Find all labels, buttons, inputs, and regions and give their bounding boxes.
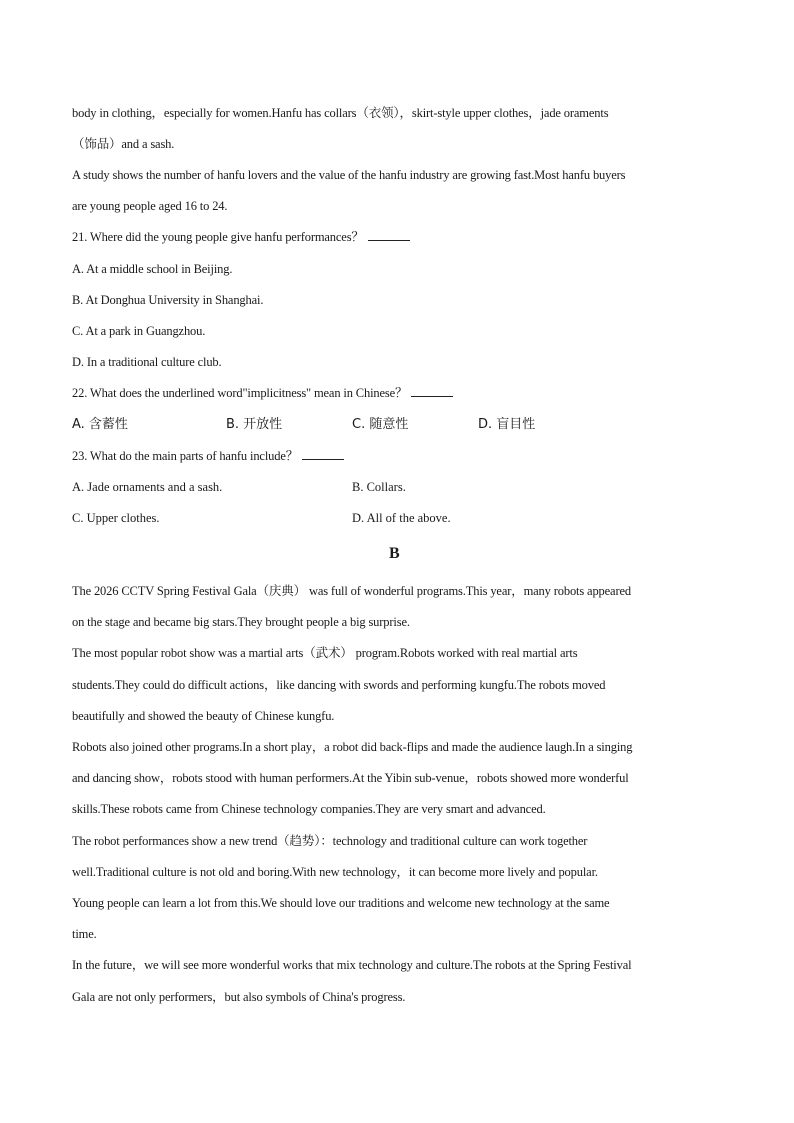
passage-b-line: beautifully and showed the beauty of Chinese kungfu. bbox=[72, 709, 335, 723]
options-23-row2 bbox=[72, 510, 722, 528]
passage-b-line: The robot performances show a new trend（趋势）：technology and traditional culture can work together bbox=[72, 834, 588, 848]
passage-b-line: Young people can learn a lot from this.We should love our traditions and welcome new technology at the same bbox=[72, 896, 610, 910]
option-21-d: D. In a traditional culture club. bbox=[72, 355, 222, 369]
option-21-c: C. At a park in Guangzhou. bbox=[72, 324, 206, 338]
passage-line: （饰品）and a sash. bbox=[72, 137, 175, 151]
answer-blank bbox=[411, 385, 453, 397]
section-heading: B bbox=[389, 545, 400, 562]
passage-b-line: Robots also joined other programs.In a short play，a robot did back-flips and made the audience laugh.In a singing bbox=[72, 740, 633, 754]
option-23-b: B. Collars. bbox=[352, 480, 406, 494]
answer-blank bbox=[368, 229, 410, 241]
options-22 bbox=[72, 417, 722, 435]
option-23-a: A. Jade ornaments and a sash. bbox=[72, 480, 223, 494]
passage-b-line: Gala are not only performers，but also symbols of China's progress. bbox=[72, 990, 406, 1004]
question-stem: 22. What does the underlined word"implicitness" mean in Chinese？ bbox=[72, 386, 408, 400]
passage-b-line: skills.These robots came from Chinese technology companies.They are very smart and advanced. bbox=[72, 802, 546, 816]
passage-b-line: The most popular robot show was a martial arts（武术） program.Robots worked with real martial arts bbox=[72, 646, 578, 660]
passage-b-line: on the stage and became big stars.They brought people a big surprise. bbox=[72, 615, 410, 629]
option-21-a: A. At a middle school in Beijing. bbox=[72, 262, 233, 276]
passage-b-line: time. bbox=[72, 927, 97, 941]
answer-blank bbox=[302, 448, 344, 460]
options-23-row1 bbox=[72, 479, 722, 497]
passage-b-line: and dancing show，robots stood with human performers.At the Yibin sub-venue，robots showed more wonderful bbox=[72, 771, 629, 785]
passage-line: A study shows the number of hanfu lovers and the value of the hanfu industry are growing fast.Most hanfu buyers bbox=[72, 168, 626, 182]
option-23-c: C. Upper clothes. bbox=[72, 511, 160, 525]
option-22-d: D. 盲目性 bbox=[478, 417, 536, 432]
option-21-b: B. At Donghua University in Shanghai. bbox=[72, 293, 264, 307]
question-stem: 23. What do the main parts of hanfu include？ bbox=[72, 449, 299, 463]
option-22-a: A. 含蓄性 bbox=[72, 417, 128, 432]
option-22-b: B. 开放性 bbox=[226, 417, 283, 432]
passage-b-line: The 2026 CCTV Spring Festival Gala（庆典） was full of wonderful programs.This year，many robots appeared bbox=[72, 584, 631, 598]
passage-line: body in clothing，especially for women.Hanfu has collars（衣领），skirt-style upper clothes，jade oraments bbox=[72, 106, 609, 120]
question-stem: 21. Where did the young people give hanfu performances？ bbox=[72, 230, 364, 244]
passage-b-line: In the future，we will see more wonderful works that mix technology and culture.The robots at the Spring Festival bbox=[72, 958, 632, 972]
question-23 bbox=[72, 448, 344, 464]
question-21 bbox=[72, 229, 410, 245]
passage-b-line: well.Traditional culture is not old and boring.With new technology，it can become more lively and popular. bbox=[72, 865, 598, 879]
option-22-c: C. 随意性 bbox=[352, 417, 409, 432]
question-22 bbox=[72, 385, 453, 401]
passage-b-line: students.They could do difficult actions，like dancing with swords and performing kungfu.The robots moved bbox=[72, 678, 606, 692]
passage-line: are young people aged 16 to 24. bbox=[72, 199, 228, 213]
option-23-d: D. All of the above. bbox=[352, 511, 451, 525]
